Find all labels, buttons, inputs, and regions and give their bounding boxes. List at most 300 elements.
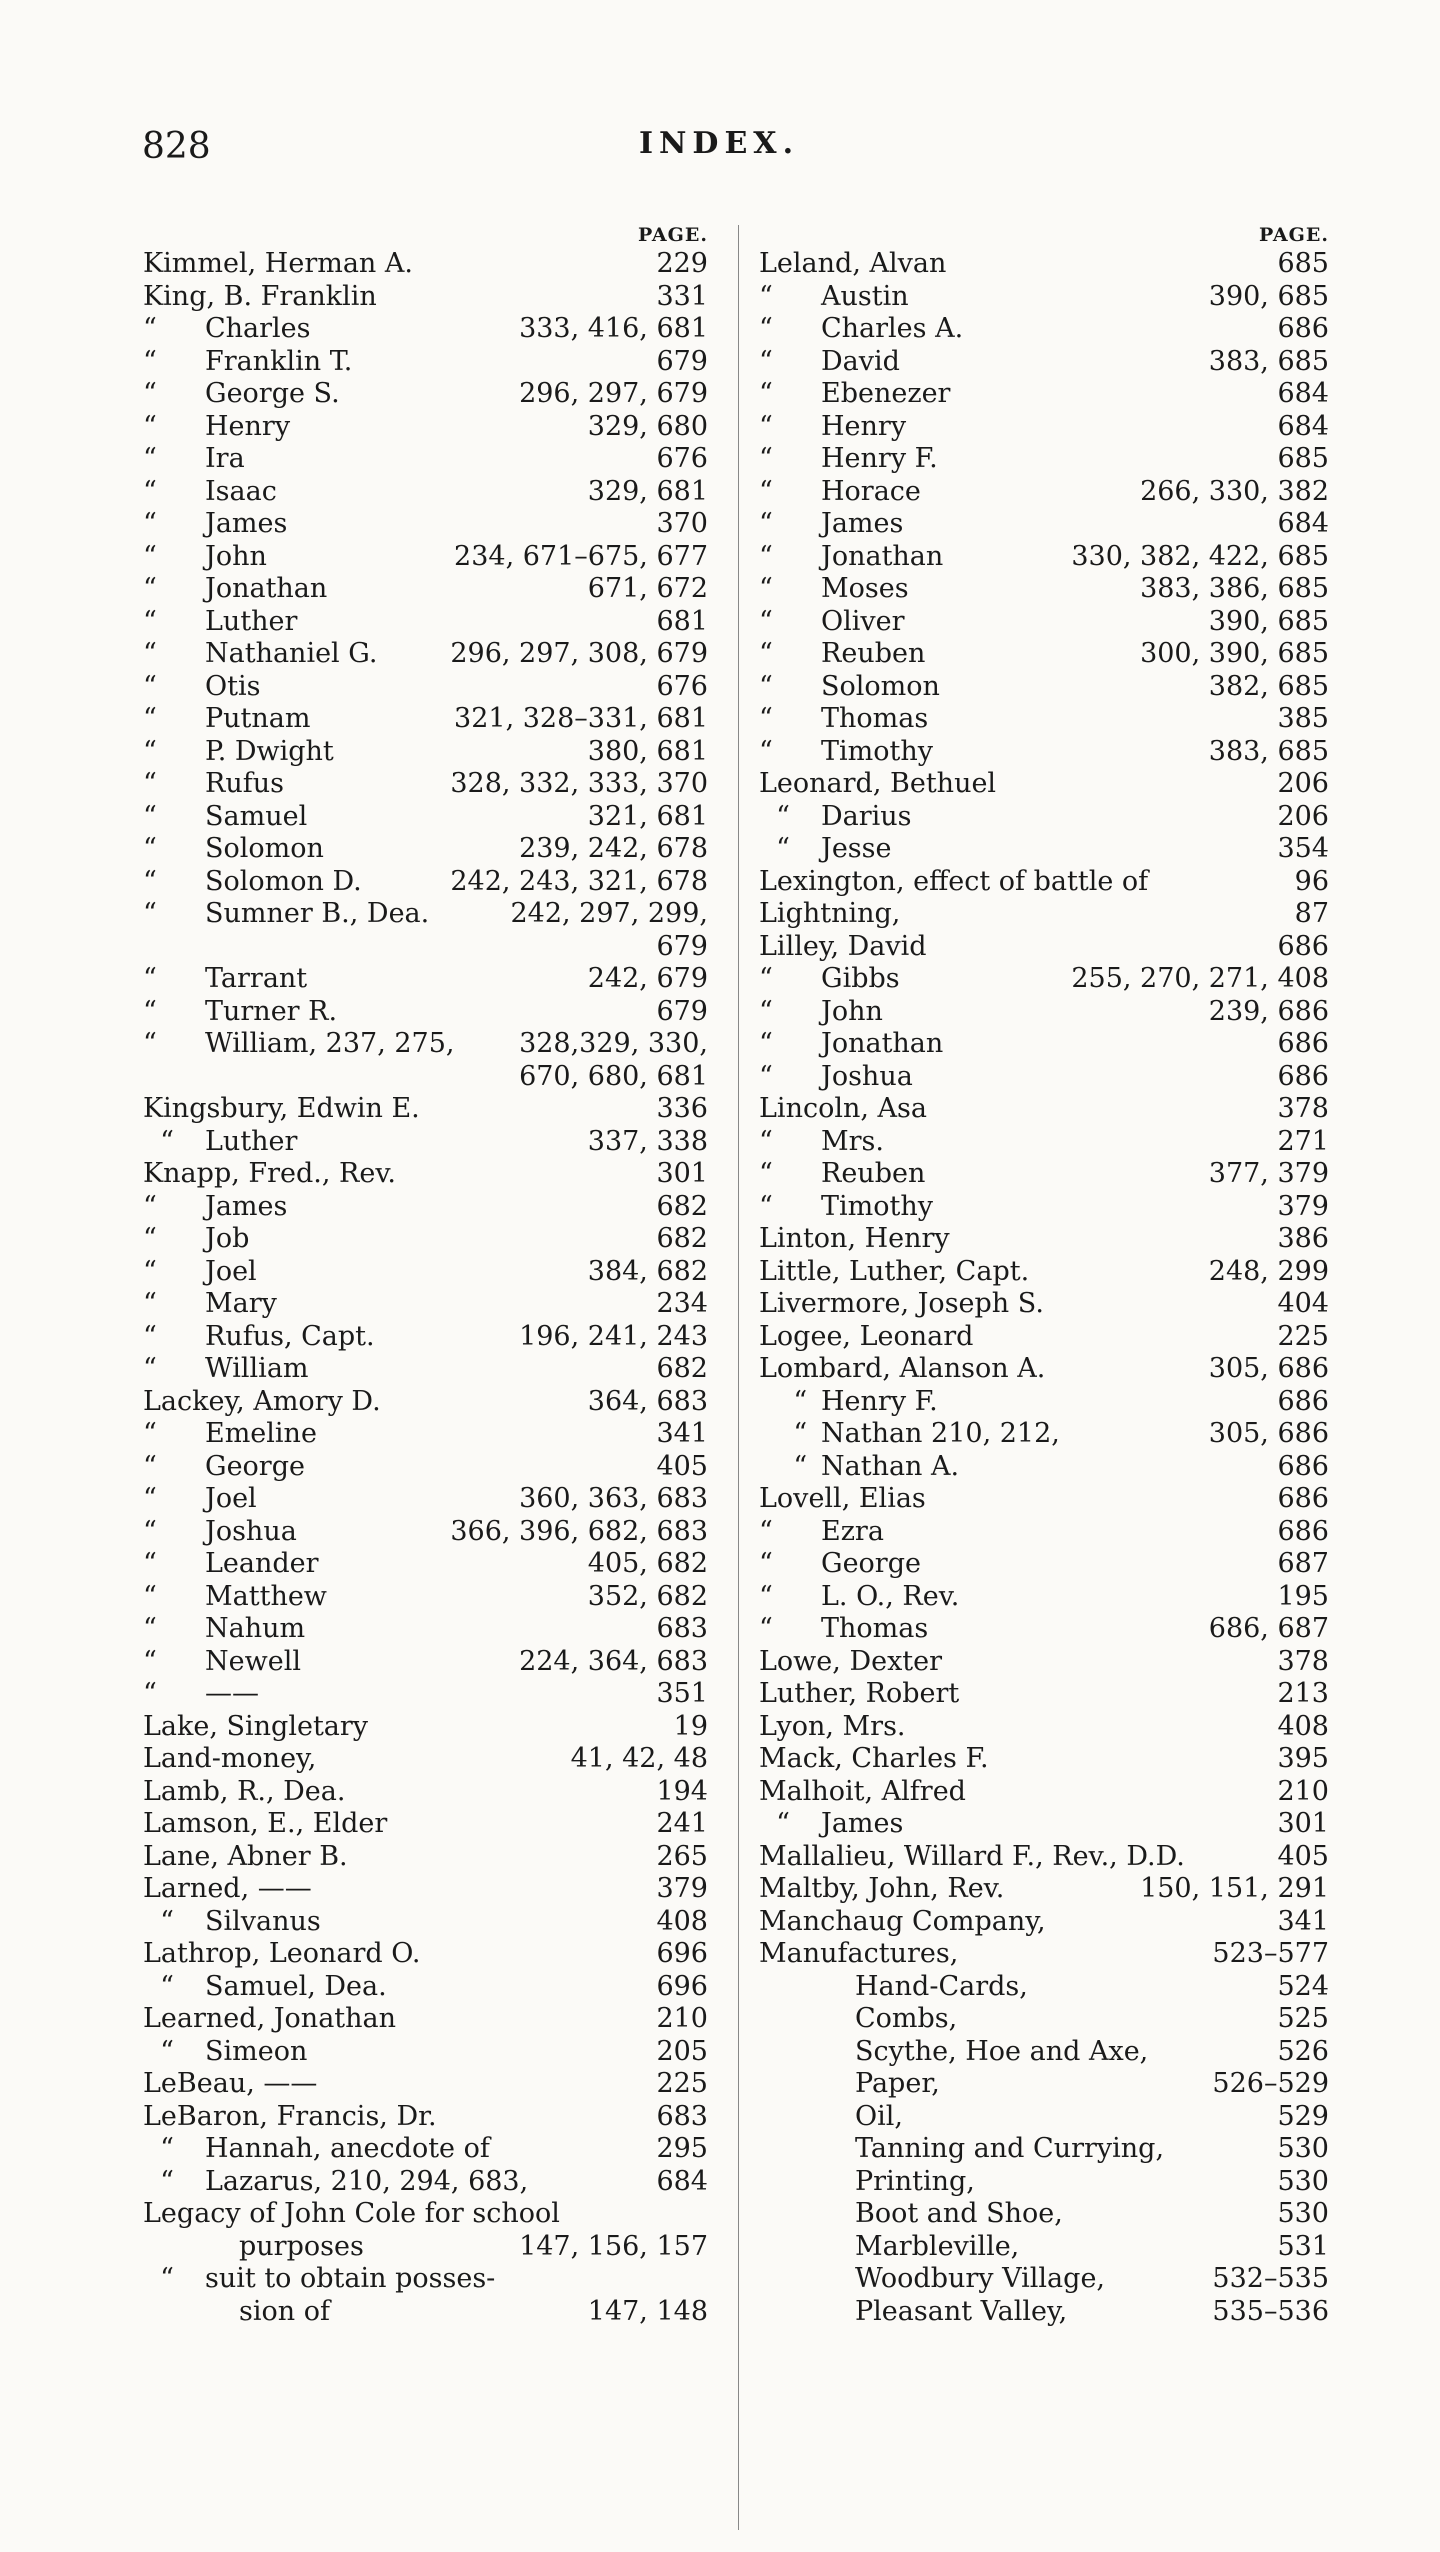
entry-name [143, 2198, 560, 2231]
entry-pages: 684 [1277, 508, 1329, 539]
entry-text: Leander [205, 1548, 319, 1579]
ditto-mark: “ [143, 1125, 174, 1157]
page-column-label: PAGE. [1259, 224, 1329, 246]
entry-text: Woodbury Village, [855, 2263, 1106, 2294]
entry-text: Lamb, R., Dea. [143, 1775, 346, 1807]
index-entry [759, 963, 1329, 996]
index-entry [759, 931, 1329, 964]
entry-pages: 383, 386, 685 [1140, 573, 1329, 604]
entry-name [143, 1906, 321, 1939]
entry-pages: 328,329, 330, [519, 1028, 708, 1059]
entry-name [143, 1256, 257, 1289]
entry-pages: 370 [656, 508, 708, 539]
ditto-mark: “ [143, 378, 157, 409]
entry-text: Linton, Henry [759, 1223, 950, 1254]
entry-name [759, 833, 892, 866]
entry-pages: 385 [1277, 703, 1329, 734]
entry-text: Timothy [821, 1190, 933, 1222]
ditto-mark: “ [143, 703, 157, 734]
index-entry [143, 2296, 708, 2329]
entry-text: Land-money, [143, 1743, 317, 1774]
ditto-mark: “ [143, 2263, 174, 2294]
ditto-mark: “ [759, 1158, 773, 1189]
entry-name [143, 1353, 309, 1386]
entry-text: Joshua [821, 1060, 913, 1092]
entry-name [143, 378, 340, 411]
entry-text: Moses [821, 573, 909, 604]
entry-pages: 206 [1277, 800, 1329, 832]
ditto-mark: “ [759, 410, 773, 442]
index-entry [759, 541, 1329, 574]
index-entry [143, 671, 708, 704]
entry-name [759, 346, 900, 379]
entry-text: Henry [821, 410, 907, 442]
index-entry [759, 1353, 1329, 1386]
entry-name [143, 1646, 301, 1679]
entry-text: Franklin T. [205, 345, 353, 377]
entry-name [143, 1581, 327, 1614]
ditto-mark: “ [759, 1060, 773, 1092]
entry-name [143, 346, 352, 379]
entry-name [759, 703, 928, 736]
index-entry [759, 1646, 1329, 1679]
entry-text: Pleasant Valley, [855, 2295, 1068, 2327]
entry-text: Little, Luther, Capt. [759, 1255, 1030, 1287]
entry-pages: 328, 332, 333, 370 [450, 768, 708, 799]
entry-name [759, 476, 921, 509]
entry-pages: 526 [1277, 2035, 1329, 2067]
entry-name [855, 2101, 903, 2134]
entry-text: Larned, —— [143, 1873, 312, 1904]
entry-pages: 671, 672 [587, 573, 708, 604]
index-entry [143, 1548, 708, 1581]
index-entry [759, 1061, 1329, 1094]
entry-pages: 271 [1277, 1125, 1329, 1157]
index-entry [759, 2003, 1329, 2036]
entry-text: Manchaug Company, [759, 1905, 1046, 1937]
entry-pages: 686 [1277, 1450, 1329, 1482]
ditto-mark: “ [143, 670, 157, 702]
index-entry [143, 736, 708, 769]
entry-pages: 194 [656, 1775, 708, 1807]
entry-pages: 530 [1277, 2198, 1329, 2229]
entry-name [759, 1678, 959, 1711]
ditto-mark: “ [759, 1580, 773, 1612]
index-entry [143, 1386, 708, 1419]
entry-name [759, 963, 900, 996]
entry-text: Thomas [821, 1613, 929, 1644]
index-entry [143, 2166, 708, 2199]
index-entry [143, 1256, 708, 1289]
entry-name [143, 1776, 345, 1809]
index-entry [143, 801, 708, 834]
entry-name [759, 248, 946, 281]
entry-text: Lamson, E., Elder [143, 1808, 388, 1839]
entry-name [143, 703, 311, 736]
entry-text: Timothy [821, 735, 933, 767]
entry-pages: 683 [656, 2100, 708, 2132]
entry-name [759, 378, 950, 411]
entry-text: Simeon [205, 2035, 308, 2067]
entry-name [759, 1028, 943, 1061]
entry-name [143, 1321, 375, 1354]
entry-name [143, 2263, 495, 2296]
entry-pages: 525 [1277, 2003, 1329, 2034]
entry-pages: 329, 680 [587, 410, 708, 442]
entry-text: LeBeau, —— [143, 2068, 318, 2099]
index-entry [759, 1971, 1329, 2004]
entry-name [759, 573, 909, 606]
ditto-mark: “ [759, 345, 773, 377]
entry-text: Tarrant [205, 963, 308, 994]
index-entry [759, 833, 1329, 866]
entry-text: Oil, [855, 2100, 903, 2132]
entry-name [143, 2166, 528, 2199]
entry-name [759, 1223, 950, 1256]
page-title: INDEX. [638, 126, 800, 161]
entry-text: Luther [205, 605, 298, 637]
entry-pages: 305, 686 [1208, 1353, 1329, 1384]
entry-name [143, 1613, 305, 1646]
entry-pages: 229 [656, 248, 708, 279]
entry-name [759, 736, 933, 769]
entry-pages: 150, 151, 291 [1140, 1873, 1329, 1904]
ditto-mark: “ [143, 508, 157, 539]
entry-text: Lovell, Elias [759, 1483, 926, 1514]
entry-text: Lilley, David [759, 930, 927, 962]
index-entry [759, 1093, 1329, 1126]
entry-name [759, 898, 900, 931]
entry-pages: 239, 686 [1208, 995, 1329, 1027]
index-entry [759, 2166, 1329, 2199]
index-entry [759, 476, 1329, 509]
index-entry [143, 1288, 708, 1321]
entry-text: Solomon [821, 670, 940, 702]
index-entry [143, 931, 708, 964]
ditto-mark: “ [759, 280, 773, 312]
entry-text: Nathan 210, 212, [821, 1418, 1060, 1449]
index-entry [143, 1841, 708, 1874]
index-entry [143, 1223, 708, 1256]
index-entry [143, 1158, 708, 1191]
ditto-mark: “ [143, 410, 157, 442]
entry-pages: 696 [656, 1970, 708, 2002]
ditto-mark: “ [143, 833, 157, 864]
entry-text: James [821, 1808, 904, 1839]
ditto-mark: “ [759, 703, 773, 734]
index-entry [143, 996, 708, 1029]
entry-pages: 686 [1277, 1483, 1329, 1514]
index-entry [759, 1386, 1329, 1419]
entry-name [239, 2296, 330, 2329]
entry-pages: 242, 243, 321, 678 [450, 865, 708, 897]
index-entry [759, 1776, 1329, 1809]
entry-name [143, 508, 287, 541]
entry-text: sion of [239, 2295, 330, 2327]
entry-pages: 379 [1277, 1190, 1329, 1222]
entry-name [143, 1711, 368, 1744]
entry-name [143, 1938, 420, 1971]
entry-text: Paper, [855, 2068, 940, 2099]
ditto-mark: “ [759, 833, 790, 864]
entry-text: Oliver [821, 605, 905, 637]
entry-pages: 295 [656, 2133, 708, 2164]
entry-name [759, 768, 996, 801]
entry-pages: 404 [1277, 1288, 1329, 1319]
entry-pages: 405 [1277, 1840, 1329, 1872]
entry-name [143, 411, 290, 444]
index-entry [759, 898, 1329, 931]
ditto-mark: “ [143, 1515, 157, 1547]
ditto-mark: “ [759, 605, 773, 637]
entry-name [759, 1646, 942, 1679]
entry-name [855, 2296, 1067, 2329]
entry-text: Lexington, effect of battle of [759, 865, 1149, 897]
entry-pages: 341 [1277, 1905, 1329, 1937]
entry-name [759, 1548, 921, 1581]
index-entry [143, 1353, 708, 1386]
index-entry [759, 1581, 1329, 1614]
entry-name [143, 2133, 490, 2166]
entry-text: Nathaniel G. [205, 638, 378, 669]
ditto-mark: “ [759, 443, 773, 474]
entry-text: Mrs. [821, 1125, 884, 1157]
index-entry [143, 2133, 708, 2166]
index-entry [759, 2101, 1329, 2134]
entry-pages: 405, 682 [587, 1548, 708, 1579]
entry-pages: 147, 156, 157 [519, 2230, 708, 2262]
entry-pages: 378 [1277, 1093, 1329, 1124]
index-entry [759, 1418, 1329, 1451]
ditto-mark: “ [143, 800, 157, 832]
index-entry [143, 346, 708, 379]
index-entry [143, 443, 708, 476]
ditto-mark: “ [143, 1288, 157, 1319]
entry-name [143, 1743, 316, 1776]
index-entry [759, 1548, 1329, 1581]
index-entry [759, 1743, 1329, 1776]
index-entry [759, 671, 1329, 704]
index-entry [143, 1483, 708, 1516]
entry-name [855, 2003, 957, 2036]
ditto-mark: “ [143, 1353, 157, 1384]
ditto-mark: “ [143, 963, 157, 994]
entry-name [759, 1743, 989, 1776]
entry-pages: 383, 685 [1208, 735, 1329, 767]
entry-text: Nahum [205, 1613, 306, 1644]
index-entry [759, 1158, 1329, 1191]
entry-text: Livermore, Joseph S. [759, 1288, 1044, 1319]
entry-text: Isaac [205, 475, 277, 507]
entry-text: Solomon D. [205, 865, 362, 897]
entry-pages: 687 [1277, 1548, 1329, 1579]
entry-text: Reuben [821, 1158, 926, 1189]
entry-pages: 684 [1277, 378, 1329, 409]
index-entry [143, 1191, 708, 1224]
entry-text: Logee, Leonard [759, 1320, 974, 1352]
entry-name [143, 801, 307, 834]
entry-text: Horace [821, 475, 921, 507]
entry-pages: 224, 364, 683 [519, 1645, 708, 1677]
entry-name [759, 1061, 913, 1094]
entry-pages: 239, 242, 678 [519, 833, 708, 864]
column-divider [738, 225, 739, 2530]
ditto-mark: “ [143, 540, 157, 572]
ditto-mark: “ [759, 1808, 790, 1839]
entry-name [759, 443, 938, 476]
entry-name [143, 996, 337, 1029]
entry-text: LeBaron, Francis, Dr. [143, 2100, 437, 2132]
index-entry [759, 703, 1329, 736]
index-entry [143, 963, 708, 996]
entry-text: Jonathan [205, 573, 328, 604]
index-entry [759, 638, 1329, 671]
index-entry [759, 1906, 1329, 1939]
ditto-mark: “ [143, 735, 157, 767]
entry-pages: 685 [1277, 443, 1329, 474]
index-entry [759, 281, 1329, 314]
index-entry [143, 313, 708, 346]
entry-pages: 206 [1277, 768, 1329, 799]
entry-text: Lightning, [759, 898, 901, 929]
entry-text: Joel [205, 1483, 257, 1514]
entry-pages: 210 [656, 2003, 708, 2034]
entry-name [759, 1126, 884, 1159]
entry-name [143, 671, 260, 704]
entry-name [143, 1223, 249, 1256]
entry-name [759, 541, 943, 574]
entry-pages: 341 [656, 1418, 708, 1449]
entry-pages: 331 [656, 280, 708, 312]
entry-name [759, 411, 906, 444]
entry-pages: 96 [1294, 865, 1329, 897]
entry-text: Charles A. [821, 313, 964, 344]
entry-name [759, 508, 903, 541]
index-entry [143, 1061, 708, 1094]
entry-pages: 366, 396, 682, 683 [450, 1515, 708, 1547]
entry-name [855, 1971, 1028, 2004]
entry-pages: 305, 686 [1208, 1418, 1329, 1449]
ditto-mark: “ [143, 1613, 157, 1644]
entry-text: William, 237, 275, [205, 1028, 455, 1059]
entry-pages: 337, 338 [587, 1125, 708, 1157]
index-entry [759, 2231, 1329, 2264]
entry-pages: 682 [656, 1190, 708, 1222]
index-entry [143, 1906, 708, 1939]
entry-pages: 384, 682 [587, 1255, 708, 1287]
entry-text: Sumner B., Dea. [205, 898, 430, 929]
ditto-mark: “ [143, 1970, 174, 2002]
index-entry [143, 638, 708, 671]
entry-name [855, 2133, 1164, 2166]
ditto-mark: “ [759, 475, 773, 507]
entry-name [759, 801, 912, 834]
index-entry [759, 2198, 1329, 2231]
entry-text: Rufus [205, 768, 284, 799]
entry-name [759, 1256, 1029, 1289]
entry-name [759, 1321, 973, 1354]
entry-name [855, 2068, 940, 2101]
ditto-mark: “ [143, 638, 157, 669]
index-entry [759, 801, 1329, 834]
index-entry [759, 1126, 1329, 1159]
ditto-mark: “ [143, 345, 157, 377]
ditto-mark: “ [759, 670, 773, 702]
entry-pages: 408 [1277, 1710, 1329, 1742]
index-entry [759, 2036, 1329, 2069]
entry-text: Malhoit, Alfred [759, 1775, 966, 1807]
entry-text: Thomas [821, 703, 929, 734]
ditto-mark: “ [759, 1548, 773, 1579]
entry-text: David [821, 345, 900, 377]
ditto-mark: “ [759, 540, 773, 572]
entry-pages: 686 [1277, 1385, 1329, 1417]
entry-text: Kimmel, Herman A. [143, 248, 413, 279]
index-entry [759, 378, 1329, 411]
entry-name [759, 313, 963, 346]
entry-text: Hannah, anecdote of [205, 2133, 490, 2164]
entry-name [759, 1613, 928, 1646]
entry-pages: 683 [656, 1613, 708, 1644]
entry-text: Emeline [205, 1418, 317, 1449]
index-entry [143, 898, 708, 931]
index-entry [759, 1451, 1329, 1484]
ditto-mark: “ [759, 995, 773, 1027]
ditto-mark: “ [759, 573, 773, 604]
ditto-mark: “ [759, 800, 790, 832]
entry-name [759, 1353, 1045, 1386]
entry-pages: 676 [656, 670, 708, 702]
entry-name [143, 1808, 387, 1841]
entry-text: purposes [239, 2230, 364, 2262]
entry-pages: 523–577 [1212, 1938, 1329, 1969]
entry-text: Rufus, Capt. [205, 1320, 375, 1352]
entry-name [143, 2036, 307, 2069]
index-entry [759, 2296, 1329, 2329]
ditto-mark: “ [759, 1125, 773, 1157]
entry-name [143, 573, 327, 606]
ditto-mark: “ [143, 2035, 174, 2067]
entry-name [855, 2263, 1105, 2296]
index-entry [143, 508, 708, 541]
ditto-mark: “ [143, 1320, 157, 1352]
index-entry [143, 1808, 708, 1841]
index-column-right [759, 222, 1329, 2328]
entry-text: L. O., Rev. [821, 1580, 960, 1612]
entry-pages: 379 [656, 1873, 708, 1904]
entry-pages: 225 [656, 2068, 708, 2099]
entry-text: Luther, Robert [759, 1678, 960, 1709]
entry-pages: 686, 687 [1208, 1613, 1329, 1644]
ditto-mark: “ [759, 1385, 808, 1417]
entry-text: King, B. Franklin [143, 280, 377, 312]
entry-pages: 686 [1277, 930, 1329, 962]
entry-pages: 378 [1277, 1645, 1329, 1677]
entry-pages: 685 [1277, 248, 1329, 279]
entry-text: Legacy of John Cole for school [143, 2198, 560, 2229]
index-entry [759, 1191, 1329, 1224]
entry-text: Hand-Cards, [855, 1970, 1028, 2002]
entry-pages: 336 [656, 1093, 708, 1124]
ditto-mark: “ [759, 1418, 808, 1449]
entry-name [143, 1971, 387, 2004]
entry-name [759, 1841, 1185, 1874]
entry-text: Turner R. [205, 995, 338, 1027]
entry-pages: 679 [656, 930, 708, 962]
entry-pages: 364, 683 [587, 1385, 708, 1417]
ditto-mark: “ [143, 1905, 174, 1937]
entry-pages: 354 [1277, 833, 1329, 864]
